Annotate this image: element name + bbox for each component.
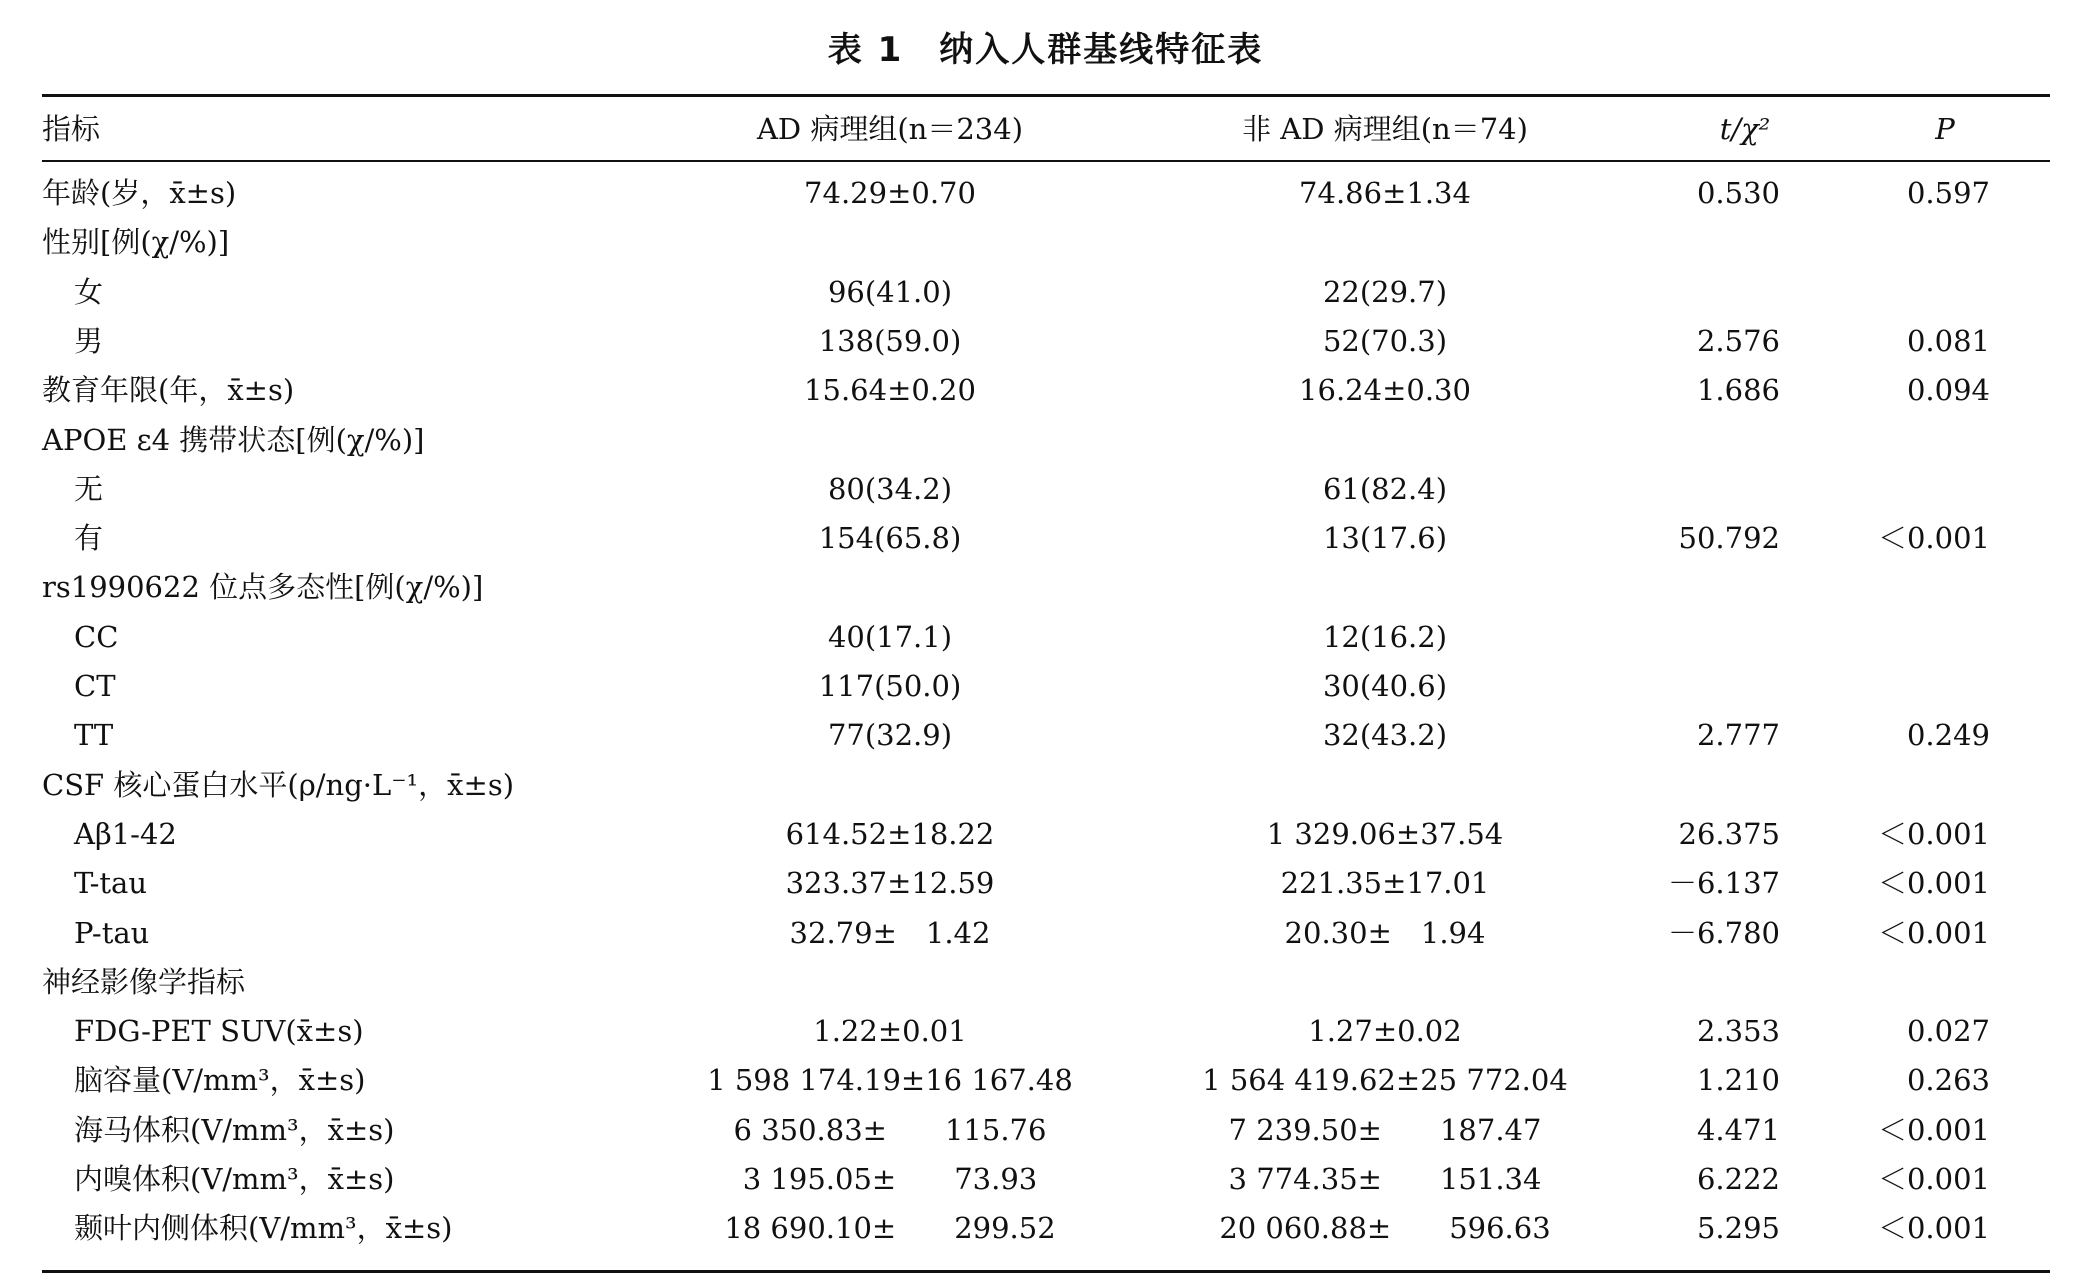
- non-ad-group-value: 1.27±0.02: [1308, 1014, 1462, 1049]
- table-row: [0, 1105, 2091, 1155]
- statistic-value: 26.375: [1678, 816, 1780, 851]
- statistic-value: 1.210: [1696, 1063, 1780, 1098]
- row-label: 脑容量(V/mm³，x̄±s): [74, 1063, 366, 1098]
- row-label: 性别[例(χ/%)]: [42, 225, 230, 260]
- table-row: [0, 168, 2091, 218]
- table-row: [0, 1203, 2091, 1253]
- table-row: [0, 612, 2091, 662]
- non-ad-group-value: 12(16.2): [1322, 619, 1448, 654]
- table-row: [0, 562, 2091, 612]
- non-ad-group-value: 61(82.4): [1322, 471, 1448, 506]
- ad-group-value: 6 350.83± 115.76: [733, 1112, 1047, 1147]
- non-ad-group-value: 3 774.35± 151.34: [1228, 1162, 1542, 1196]
- ad-group-value: 154(65.8): [818, 521, 962, 556]
- header-ad-group: AD 病理组(n＝234): [756, 112, 1024, 146]
- statistic-value: 2.576: [1696, 323, 1780, 358]
- table-row: [0, 908, 2091, 958]
- table-title: 表 1 纳入人群基线特征表: [827, 30, 1264, 70]
- statistic-value: 2.777: [1696, 718, 1780, 753]
- table-header-row: [0, 104, 2091, 154]
- table-row: [0, 1006, 2091, 1056]
- statistic-value: 2.353: [1696, 1014, 1780, 1049]
- statistic-value: 50.792: [1678, 521, 1780, 556]
- row-label: 颞叶内侧体积(V/mm³，x̄±s): [74, 1211, 453, 1246]
- ad-group-value: 15.64±0.20: [804, 373, 976, 408]
- non-ad-group-value: 52(70.3): [1322, 323, 1448, 358]
- row-label: 女: [74, 274, 104, 309]
- table-header-rule: [42, 160, 2050, 162]
- p-value: ＜0.001: [1877, 816, 1990, 851]
- ad-group-value: 138(59.0): [818, 323, 962, 358]
- table-bottom-rule: [42, 1270, 2050, 1273]
- ad-group-value: 80(34.2): [827, 471, 953, 506]
- ad-group-value: 74.29±0.70: [804, 176, 976, 210]
- row-label: 教育年限(年，x̄±s): [42, 373, 295, 408]
- table-top-rule: [42, 94, 2050, 97]
- row-label: 海马体积(V/mm³，x̄±s): [74, 1112, 395, 1147]
- table-row: [0, 513, 2091, 563]
- table-row: [0, 760, 2091, 810]
- row-label: 内嗅体积(V/mm³，x̄±s): [74, 1162, 395, 1196]
- header-p-value: P: [1935, 112, 1955, 146]
- table-row: [0, 661, 2091, 711]
- table-row: [0, 415, 2091, 465]
- row-label: 男: [74, 323, 104, 358]
- table-row: [0, 1154, 2091, 1204]
- p-value: 0.094: [1906, 373, 1990, 408]
- statistic-value: －6.780: [1667, 915, 1780, 950]
- ad-group-value: 614.52±18.22: [785, 816, 995, 851]
- ad-group-value: 1 598 174.19±16 167.48: [707, 1063, 1073, 1098]
- ad-group-value: 32.79± 1.42: [789, 915, 991, 950]
- table-row: [0, 858, 2091, 908]
- table-row: [0, 217, 2091, 267]
- p-value: ＜0.001: [1877, 866, 1990, 901]
- ad-group-value: 3 195.05± 73.93: [742, 1162, 1038, 1196]
- header-indicator: 指标: [42, 112, 101, 146]
- row-label: CC: [74, 619, 119, 654]
- row-label: rs1990622 位点多态性[例(χ/%)]: [42, 570, 484, 605]
- statistic-value: 4.471: [1696, 1112, 1780, 1147]
- ad-group-value: 96(41.0): [827, 274, 953, 309]
- row-label: 神经影像学指标: [42, 964, 246, 999]
- p-value: ＜0.001: [1877, 1112, 1990, 1147]
- table-row: [0, 809, 2091, 859]
- row-label: CT: [74, 669, 116, 703]
- table-row: [0, 710, 2091, 760]
- table-row: [0, 267, 2091, 317]
- row-label: TT: [74, 718, 114, 753]
- non-ad-group-value: 13(17.6): [1322, 521, 1448, 556]
- ad-group-value: 1.22±0.01: [813, 1014, 967, 1049]
- row-label: APOE ε4 携带状态[例(χ/%)]: [42, 422, 425, 457]
- non-ad-group-value: 7 239.50± 187.47: [1228, 1112, 1542, 1147]
- row-label: T-tau: [74, 866, 148, 901]
- statistic-value: 5.295: [1696, 1211, 1780, 1246]
- row-label: P-tau: [74, 915, 150, 950]
- row-label: CSF 核心蛋白水平(ρ/ng·L⁻¹，x̄±s): [42, 767, 515, 802]
- non-ad-group-value: 30(40.6): [1322, 669, 1448, 703]
- non-ad-group-value: 221.35±17.01: [1280, 866, 1490, 901]
- statistic-value: －6.137: [1667, 866, 1780, 901]
- p-value: 0.249: [1906, 718, 1990, 753]
- non-ad-group-value: 1 564 419.62±25 772.04: [1202, 1063, 1568, 1098]
- table-row: [0, 1055, 2091, 1105]
- non-ad-group-value: 32(43.2): [1322, 718, 1448, 753]
- table-row: [0, 316, 2091, 366]
- p-value: ＜0.001: [1877, 915, 1990, 950]
- p-value: 0.263: [1906, 1063, 1990, 1098]
- p-value: 0.027: [1906, 1014, 1990, 1049]
- header-non-ad-group: 非 AD 病理组(n＝74): [1242, 112, 1528, 146]
- p-value: ＜0.001: [1877, 521, 1990, 556]
- statistic-value: 0.530: [1696, 176, 1780, 210]
- p-value: 0.081: [1906, 323, 1990, 358]
- table-row: [0, 365, 2091, 415]
- p-value: ＜0.001: [1877, 1162, 1990, 1196]
- row-label: 有: [74, 521, 104, 556]
- p-value: 0.597: [1906, 176, 1990, 210]
- ad-group-value: 323.37±12.59: [785, 866, 995, 901]
- non-ad-group-value: 22(29.7): [1322, 274, 1448, 309]
- statistic-value: 1.686: [1696, 373, 1780, 408]
- row-label: Aβ1-42: [74, 816, 177, 851]
- ad-group-value: 40(17.1): [827, 619, 953, 654]
- table-row: [0, 957, 2091, 1007]
- non-ad-group-value: 16.24±0.30: [1299, 373, 1471, 408]
- row-label: 年龄(岁，x̄±s): [42, 176, 237, 210]
- row-label: 无: [74, 471, 104, 506]
- statistic-value: 6.222: [1696, 1162, 1780, 1196]
- non-ad-group-value: 74.86±1.34: [1299, 176, 1471, 210]
- ad-group-value: 77(32.9): [827, 718, 953, 753]
- row-label: FDG-PET SUV(x̄±s): [74, 1014, 364, 1049]
- non-ad-group-value: 20.30± 1.94: [1284, 915, 1486, 950]
- non-ad-group-value: 20 060.88± 596.63: [1219, 1211, 1551, 1246]
- header-statistic: t/χ²: [1719, 112, 1771, 146]
- table-row: [0, 464, 2091, 514]
- p-value: ＜0.001: [1877, 1211, 1990, 1246]
- ad-group-value: 18 690.10± 299.52: [724, 1211, 1056, 1246]
- ad-group-value: 117(50.0): [818, 669, 962, 703]
- non-ad-group-value: 1 329.06±37.54: [1266, 816, 1504, 851]
